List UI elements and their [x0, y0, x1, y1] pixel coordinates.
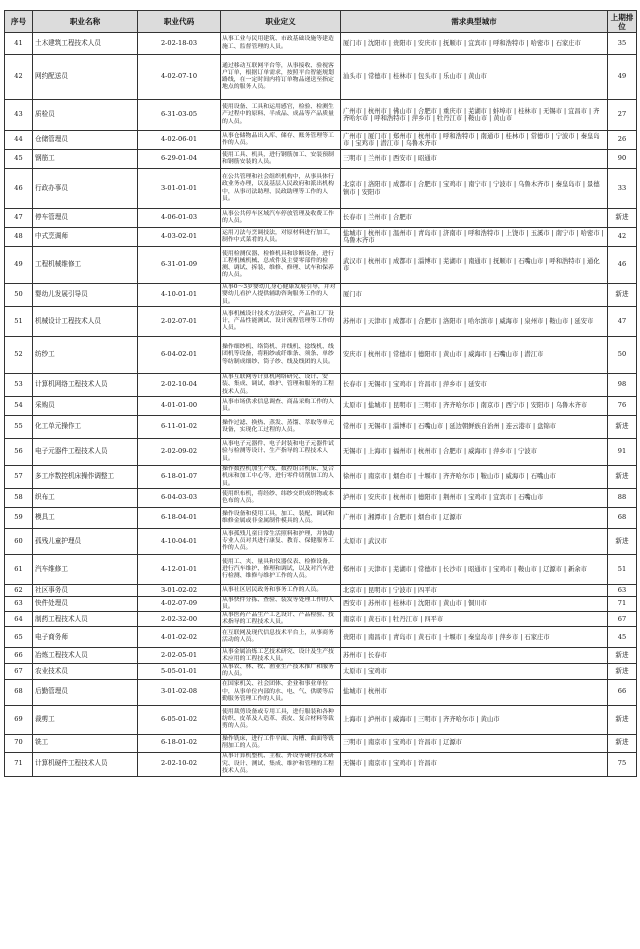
- row-number: 42: [5, 55, 33, 100]
- demand-cities: 贵阳市 | 南昌市 | 青岛市 | 黄石市 | 十堰市 | 秦皇岛市 | 萍乡市 | 石家庄市: [341, 627, 608, 648]
- previous-rank: 46: [608, 247, 637, 284]
- occupation-demand-table: [4, 10, 637, 777]
- previous-rank: 88: [608, 489, 637, 508]
- previous-rank: 63: [608, 585, 637, 597]
- table-row: [5, 100, 637, 131]
- occupation-name: 行政办事员: [33, 169, 138, 209]
- table-header-row: [5, 11, 637, 33]
- occupation-definition: 通过移动互联网平台等，从事接收、验视客户订单，根据订单需求，按照平台智能规划路线，在一定时间内将订单物品递送至指定地点的服务人员。: [221, 55, 341, 100]
- table-row: [5, 466, 637, 489]
- occupation-code: 2-02-10-02: [138, 752, 221, 776]
- occupation-name: 纺纱工: [33, 337, 138, 374]
- occupation-definition: 使用工、夹、量具和仪器仪表、检修设备，进行汽车维护、修理和调试，以及对汽车进行检测、维修与维护工作的人员。: [221, 555, 341, 585]
- previous-rank: 新进: [608, 664, 637, 679]
- demand-cities: 南京市 | 黄石市 | 牡丹江市 | 四平市: [341, 612, 608, 627]
- header-cities: 需求典型城市: [341, 11, 608, 33]
- previous-rank: 71: [608, 597, 637, 612]
- table-row: [5, 374, 637, 397]
- occupation-definition: 从事工业与民用建筑、市政基础设施等建造施工、监督管理的人员。: [221, 33, 341, 55]
- header-code: 职业代码: [138, 11, 221, 33]
- previous-rank: 49: [608, 55, 637, 100]
- table-row: [5, 397, 637, 416]
- previous-rank: 68: [608, 508, 637, 529]
- demand-cities: 三明市 | 南京市 | 宝鸡市 | 许昌市 | 辽源市: [341, 734, 608, 752]
- occupation-definition: 从事仓储物品出入库、储存、账务管理等工作的人员。: [221, 131, 341, 150]
- header-no: 序号: [5, 11, 33, 33]
- occupation-code: 4-06-01-03: [138, 209, 221, 228]
- occupation-definition: 从事公共停车区域汽车停放管理及收费工作的人员。: [221, 209, 341, 228]
- demand-cities: 广州市 | 厦门市 | 郑州市 | 杭州市 | 呼和浩特市 | 南通市 | 桂林市 | 常德市 | 宁波市 | 秦皇岛市 | 宝鸡市 | 潜江市 | 乌鲁木齐市: [341, 131, 608, 150]
- row-number: 55: [5, 416, 33, 439]
- occupation-name: 农业技术员: [33, 664, 138, 679]
- row-number: 69: [5, 705, 33, 734]
- header-definition: 职业定义: [221, 11, 341, 33]
- previous-rank: 新进: [608, 284, 637, 307]
- previous-rank: 42: [608, 228, 637, 247]
- row-number: 66: [5, 648, 33, 664]
- table-row: [5, 585, 637, 597]
- occupation-name: 采购员: [33, 397, 138, 416]
- header-rank: 上期排位: [608, 11, 637, 33]
- header-name: 职业名称: [33, 11, 138, 33]
- row-number: 53: [5, 374, 33, 397]
- occupation-definition: 从事快件分拣、查验、装发等处理工作的人员。: [221, 597, 341, 612]
- table-row: [5, 529, 637, 555]
- occupation-code: 4-02-07-10: [138, 55, 221, 100]
- occupation-name: 电子元器件工程技术人员: [33, 439, 138, 466]
- occupation-definition: 操作数控机加生产线、数控组合机床、复合机床和加工中心等，进行零件切削加工的人员。: [221, 466, 341, 489]
- occupation-definition: 从事医药产品生产工艺设计、产品检验、技术指导的工程技术人员。: [221, 612, 341, 627]
- occupation-name: 社区事务员: [33, 585, 138, 597]
- occupation-name: 汽车维修工: [33, 555, 138, 585]
- row-number: 41: [5, 33, 33, 55]
- row-number: 54: [5, 397, 33, 416]
- table-row: [5, 612, 637, 627]
- occupation-definition: 使用设备、工具和运用感官，检验、检测生产过程中的原料、半成品、成品等产品质量的人员。: [221, 100, 341, 131]
- table-row: [5, 439, 637, 466]
- previous-rank: 50: [608, 337, 637, 374]
- occupation-code: 6-18-04-01: [138, 508, 221, 529]
- row-number: 57: [5, 466, 33, 489]
- row-number: 67: [5, 664, 33, 679]
- table-row: [5, 228, 637, 247]
- occupation-definition: 从事孤残儿童日常生活照料和护理，并协助专业人员对其进行康复、教育、保健服务工作的人员。: [221, 529, 341, 555]
- row-number: 45: [5, 150, 33, 169]
- demand-cities: 北京市 | 昆明市 | 宁波市 | 四平市: [341, 585, 608, 597]
- table-row: [5, 648, 637, 664]
- occupation-definition: 从事机械设计技术方法研究、产品和工厂设计，产品性能测试、设计流程管理等工作的人员。: [221, 307, 341, 337]
- table-row: [5, 33, 637, 55]
- previous-rank: 新进: [608, 705, 637, 734]
- demand-cities: 上海市 | 泸州市 | 威海市 | 三明市 | 齐齐哈尔市 | 黄山市: [341, 705, 608, 734]
- previous-rank: 新进: [608, 416, 637, 439]
- demand-cities: 太原市 | 盐城市 | 昆明市 | 三明市 | 齐齐哈尔市 | 南京市 | 西宁市 | 安阳市 | 乌鲁木齐市: [341, 397, 608, 416]
- occupation-definition: 运用刀法与烹调技法，对原材料进行加工，制作中式菜肴的人员。: [221, 228, 341, 247]
- occupation-name: 制药工程技术人员: [33, 612, 138, 627]
- occupation-definition: 操作设备和使用工具，加工、装配、调试和维修金属或非金属制件模具的人员。: [221, 508, 341, 529]
- demand-cities: 无锡市 | 上海市 | 福州市 | 杭州市 | 合肥市 | 威海市 | 萍乡市 | 宁波市: [341, 439, 608, 466]
- previous-rank: 新进: [608, 648, 637, 664]
- occupation-code: 4-03-02-01: [138, 228, 221, 247]
- occupation-code: 2-02-05-01: [138, 648, 221, 664]
- table-row: [5, 337, 637, 374]
- occupation-definition: 操作过滤、换热、蒸发、蒸馏、萃取等单元设备，实现化工过程的人员。: [221, 416, 341, 439]
- demand-cities: 安庆市 | 杭州市 | 常德市 | 德阳市 | 黄山市 | 威海市 | 石嘴山市 | 潜江市: [341, 337, 608, 374]
- table-row: [5, 209, 637, 228]
- row-number: 71: [5, 752, 33, 776]
- occupation-code: 6-31-03-05: [138, 100, 221, 131]
- previous-rank: 90: [608, 150, 637, 169]
- table-row: [5, 508, 637, 529]
- previous-rank: 27: [608, 100, 637, 131]
- occupation-code: 6-05-01-02: [138, 705, 221, 734]
- occupation-definition: 使用织布机，将经纱、纬纱交织成织物或本色布的人员。: [221, 489, 341, 508]
- previous-rank: 新进: [608, 466, 637, 489]
- previous-rank: 33: [608, 169, 637, 209]
- demand-cities: 常州市 | 无锡市 | 淄博市 | 石嘴山市 | 延边朝鲜族自治州 | 连云港市 | 盘锦市: [341, 416, 608, 439]
- previous-rank: 26: [608, 131, 637, 150]
- table-row: [5, 752, 637, 776]
- occupation-name: 裁剪工: [33, 705, 138, 734]
- row-number: 50: [5, 284, 33, 307]
- table-row: [5, 555, 637, 585]
- demand-cities: 盐城市 | 杭州市: [341, 679, 608, 705]
- demand-cities: 厦门市: [341, 284, 608, 307]
- occupation-definition: 从事社区居民政务和事务工作的人员。: [221, 585, 341, 597]
- occupation-code: 6-11-01-02: [138, 416, 221, 439]
- occupation-code: 6-04-03-03: [138, 489, 221, 508]
- row-number: 48: [5, 228, 33, 247]
- occupation-code: 4-10-04-01: [138, 529, 221, 555]
- table-row: [5, 307, 637, 337]
- row-number: 59: [5, 508, 33, 529]
- demand-cities: 武汉市 | 杭州市 | 成都市 | 淄博市 | 芜湖市 | 南通市 | 抚顺市 | 石嘴山市 | 呼和浩特市 | 通化市: [341, 247, 608, 284]
- row-number: 56: [5, 439, 33, 466]
- previous-rank: 76: [608, 397, 637, 416]
- occupation-code: 2-02-32-00: [138, 612, 221, 627]
- occupation-definition: 从事市场供求信息调查、商品采购工作的人员。: [221, 397, 341, 416]
- occupation-definition: 在互联网及现代信息技术平台上，从事商务活动的人员。: [221, 627, 341, 648]
- occupation-code: 3-01-02-02: [138, 585, 221, 597]
- occupation-name: 多工序数控机床操作调整工: [33, 466, 138, 489]
- row-number: 70: [5, 734, 33, 752]
- row-number: 51: [5, 307, 33, 337]
- occupation-code: 2-02-07-01: [138, 307, 221, 337]
- occupation-code: 4-02-06-01: [138, 131, 221, 150]
- previous-rank: 47: [608, 307, 637, 337]
- occupation-code: 3-01-02-08: [138, 679, 221, 705]
- occupation-name: 模具工: [33, 508, 138, 529]
- occupation-definition: 从事0～3岁婴幼儿身心健康发展引导，并对婴幼儿看护人提供辅助咨询服务工作的人员。: [221, 284, 341, 307]
- row-number: 61: [5, 555, 33, 585]
- occupation-name: 铣工: [33, 734, 138, 752]
- demand-cities: 泸州市 | 安庆市 | 杭州市 | 德阳市 | 荆州市 | 宝鸡市 | 宜宾市 | 石嘴山市: [341, 489, 608, 508]
- row-number: 44: [5, 131, 33, 150]
- previous-rank: 91: [608, 439, 637, 466]
- table-row: [5, 664, 637, 679]
- occupation-definition: 使用裁剪设备或专用工具，进行服装和各种纺织、皮革及人造革、裘皮、复合材料等裁剪的人员。: [221, 705, 341, 734]
- occupation-name: 织布工: [33, 489, 138, 508]
- occupation-definition: 在国家机关、社会团体、企业和事业单位中，从事单位内部的水、电、气、供暖等后勤服务管理工作的人员。: [221, 679, 341, 705]
- table-row: [5, 55, 637, 100]
- occupation-code: 6-18-01-02: [138, 734, 221, 752]
- demand-cities: 郑州市 | 天津市 | 芜湖市 | 常德市 | 长沙市 | 昭通市 | 宝鸡市 | 鞍山市 | 辽源市 | 新余市: [341, 555, 608, 585]
- table-row: [5, 247, 637, 284]
- row-number: 47: [5, 209, 33, 228]
- row-number: 46: [5, 169, 33, 209]
- occupation-code: 2-02-18-03: [138, 33, 221, 55]
- table-row: [5, 169, 637, 209]
- occupation-name: 停车管理员: [33, 209, 138, 228]
- table-row: [5, 597, 637, 612]
- previous-rank: 35: [608, 33, 637, 55]
- demand-cities: 三明市 | 兰州市 | 西安市 | 昭通市: [341, 150, 608, 169]
- occupation-code: 4-12-01-01: [138, 555, 221, 585]
- table-row: [5, 734, 637, 752]
- previous-rank: 51: [608, 555, 637, 585]
- row-number: 63: [5, 597, 33, 612]
- occupation-code: 6-18-01-07: [138, 466, 221, 489]
- previous-rank: 98: [608, 374, 637, 397]
- table-row: [5, 150, 637, 169]
- occupation-name: 计算机硬件工程技术人员: [33, 752, 138, 776]
- demand-cities: 长春市 | 兰州市 | 合肥市: [341, 209, 608, 228]
- demand-cities: 厦门市 | 沈阳市 | 贵阳市 | 安庆市 | 抚顺市 | 宜宾市 | 呼和浩特市 | 哈密市 | 石家庄市: [341, 33, 608, 55]
- occupation-definition: 从事农、林、牧、渔业生产技术推广和服务的人员。: [221, 664, 341, 679]
- occupation-code: 3-01-01-01: [138, 169, 221, 209]
- occupation-code: 4-10-01-01: [138, 284, 221, 307]
- demand-cities: 太原市 | 宝鸡市: [341, 664, 608, 679]
- occupation-name: 土木建筑工程技术人员: [33, 33, 138, 55]
- occupation-name: 化工单元操作工: [33, 416, 138, 439]
- table-row: [5, 627, 637, 648]
- demand-cities: 苏州市 | 天津市 | 成都市 | 合肥市 | 洛阳市 | 哈尔滨市 | 威海市 | 泉州市 | 鞍山市 | 延安市: [341, 307, 608, 337]
- occupation-name: 后勤管理员: [33, 679, 138, 705]
- occupation-definition: 从事计算机整机、主板、外设等硬件技术研究、设计、测试、集成、维护和管理的工程技术人员。: [221, 752, 341, 776]
- demand-cities: 徐州市 | 南京市 | 烟台市 | 十堰市 | 齐齐哈尔市 | 鞍山市 | 威海市 | 石嘴山市: [341, 466, 608, 489]
- table-row: [5, 489, 637, 508]
- occupation-definition: 操作铣床，进行工件平面、沟槽、曲面等铣削加工的人员。: [221, 734, 341, 752]
- demand-cities: 太原市 | 武汉市: [341, 529, 608, 555]
- occupation-code: 2-02-10-04: [138, 374, 221, 397]
- row-number: 64: [5, 612, 33, 627]
- occupation-name: 婴幼儿发展引导员: [33, 284, 138, 307]
- occupation-name: 快件处理员: [33, 597, 138, 612]
- row-number: 62: [5, 585, 33, 597]
- demand-cities: 苏州市 | 长春市: [341, 648, 608, 664]
- row-number: 60: [5, 529, 33, 555]
- table-row: [5, 284, 637, 307]
- occupation-name: 冶炼工程技术人员: [33, 648, 138, 664]
- occupation-name: 网约配送员: [33, 55, 138, 100]
- table-row: [5, 679, 637, 705]
- demand-cities: 盐城市 | 杭州市 | 温州市 | 青岛市 | 济南市 | 呼和浩特市 | 上饶市 | 玉溪市 | 南宁市 | 哈密市 | 乌鲁木齐市: [341, 228, 608, 247]
- occupation-definition: 使用检测仪器、检修机具和诊断设备，进行工程机械机械、总成件及主要零部件的检测、调试、拆装、维修、修理、试车和保养的人员。: [221, 247, 341, 284]
- occupation-name: 钢筋工: [33, 150, 138, 169]
- occupation-code: 4-02-07-09: [138, 597, 221, 612]
- occupation-name: 仓储管理员: [33, 131, 138, 150]
- table-row: [5, 705, 637, 734]
- occupation-name: 孤残儿童护理员: [33, 529, 138, 555]
- occupation-code: 6-04-02-01: [138, 337, 221, 374]
- occupation-name: 电子商务师: [33, 627, 138, 648]
- table-row: [5, 416, 637, 439]
- previous-rank: 新进: [608, 529, 637, 555]
- occupation-code: 2-02-09-02: [138, 439, 221, 466]
- demand-cities: 西安市 | 苏州市 | 桂林市 | 沈阳市 | 黄山市 | 铜川市: [341, 597, 608, 612]
- occupation-code: 5-05-01-01: [138, 664, 221, 679]
- demand-cities: 北京市 | 洛阳市 | 成都市 | 合肥市 | 宝鸡市 | 南宁市 | 宁波市 | 乌鲁木齐市 | 秦皇岛市 | 景德镇市 | 安阳市: [341, 169, 608, 209]
- previous-rank: 新进: [608, 734, 637, 752]
- demand-cities: 长春市 | 无锡市 | 宝鸡市 | 许昌市 | 萍乡市 | 延安市: [341, 374, 608, 397]
- occupation-definition: 从事电子元器件、电子封装和电子元器件试验与检测等设计、生产指导的工程技术人员。: [221, 439, 341, 466]
- previous-rank: 67: [608, 612, 637, 627]
- previous-rank: 75: [608, 752, 637, 776]
- previous-rank: 45: [608, 627, 637, 648]
- row-number: 49: [5, 247, 33, 284]
- occupation-name: 机械设计工程技术人员: [33, 307, 138, 337]
- occupation-name: 计算机网络工程技术人员: [33, 374, 138, 397]
- occupation-code: 6-31-01-09: [138, 247, 221, 284]
- row-number: 65: [5, 627, 33, 648]
- demand-cities: 无锡市 | 南京市 | 宝鸡市 | 许昌市: [341, 752, 608, 776]
- demand-cities: 广州市 | 杭州市 | 佛山市 | 合肥市 | 重庆市 | 芜湖市 | 蚌埠市 | 桂林市 | 无锡市 | 宜昌市 | 齐齐哈尔市 | 呼和浩特市 | 萍乡市 | 牡丹江市 | 鞍山市 | 黄山市: [341, 100, 608, 131]
- occupation-definition: 操作细纱机、络筒机、并线机、捻线机、线团机等设备，将粗纱或纤维条、须条、单纱等纺制成细纱、筒子纱、线及线团的人员。: [221, 337, 341, 374]
- row-number: 68: [5, 679, 33, 705]
- occupation-code: 6-29-01-04: [138, 150, 221, 169]
- occupation-name: 质检员: [33, 100, 138, 131]
- previous-rank: 新进: [608, 209, 637, 228]
- row-number: 43: [5, 100, 33, 131]
- occupation-definition: 从事互联网等计算机网络研究、设计、安装、集成、调试、维护、管理和服务的工程技术人员。: [221, 374, 341, 397]
- occupation-definition: 使用工具、机具，进行钢筋加工、安装预制和钢筋安装的人员。: [221, 150, 341, 169]
- occupation-name: 工程机械维修工: [33, 247, 138, 284]
- table-row: [5, 131, 637, 150]
- row-number: 52: [5, 337, 33, 374]
- row-number: 58: [5, 489, 33, 508]
- occupation-code: 4-01-01-00: [138, 397, 221, 416]
- occupation-code: 4-01-02-02: [138, 627, 221, 648]
- occupation-name: 中式烹调师: [33, 228, 138, 247]
- occupation-definition: 从事金属冶炼工艺技术研究、设计及生产技术应用的工程技术人员。: [221, 648, 341, 664]
- occupation-definition: 在公共管理和社会组织机构中，从事具体行政业务办理，以及基层人民政府和派出机构中，从事司法助理、民政助理等工作的人员。: [221, 169, 341, 209]
- demand-cities: 汕头市 | 常德市 | 桂林市 | 包头市 | 乐山市 | 黄山市: [341, 55, 608, 100]
- previous-rank: 66: [608, 679, 637, 705]
- demand-cities: 广州市 | 湘潭市 | 合肥市 | 烟台市 | 辽源市: [341, 508, 608, 529]
